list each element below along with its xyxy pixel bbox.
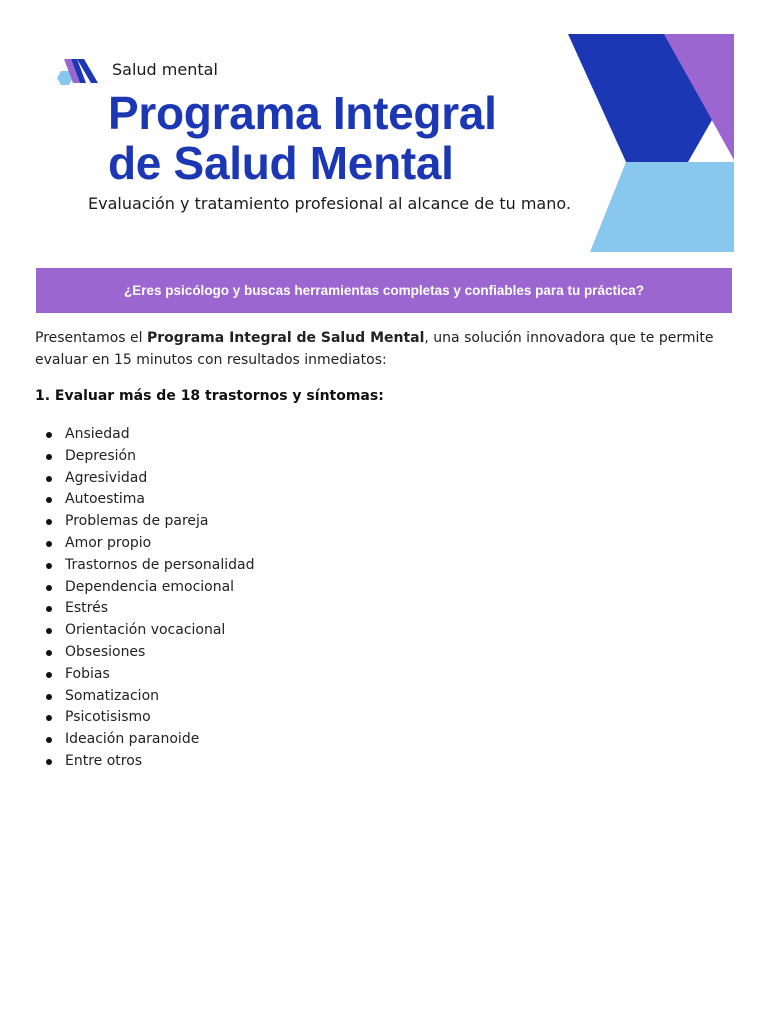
list-item: Amor propio: [35, 533, 255, 555]
brand-name: Salud mental: [112, 60, 218, 79]
list-item: Ideación paranoide: [35, 729, 255, 751]
list-item: Psicotisismo: [35, 707, 255, 729]
list-item: Dependencia emocional: [35, 577, 255, 599]
page-title-line-1: Programa Integral: [108, 87, 497, 139]
list-item: Agresividad: [35, 468, 255, 490]
brand-logo-icon: [56, 57, 100, 85]
list-item: Depresión: [35, 446, 255, 468]
decorative-shapes: [568, 34, 734, 252]
page-subtitle: Evaluación y tratamiento profesional al alcance de tu mano.: [88, 194, 571, 213]
list-item: Fobias: [35, 664, 255, 686]
list-item: Somatizacion: [35, 686, 255, 708]
question-banner: [36, 268, 732, 313]
intro-prefix: Presentamos el: [35, 330, 148, 346]
section-heading: 1. Evaluar más de 18 trastornos y síntomas:: [35, 388, 384, 404]
list-item: Autoestima: [35, 489, 255, 511]
page-title: [108, 88, 497, 188]
intro-suffix: , una solución innovadora que te permite evaluar en 15 minutos con resultados inmediatos:: [35, 330, 714, 368]
deco-light-blue-trapezoid: [590, 162, 734, 252]
intro-program-name: Programa Integral de Salud Mental: [147, 330, 425, 346]
banner-text: ¿Eres psicólogo y buscas herramientas completas y confiables para tu práctica?: [124, 283, 644, 298]
list-item: Orientación vocacional: [35, 620, 255, 642]
list-item: Problemas de pareja: [35, 511, 255, 533]
page-title-line-2: de Salud Mental: [108, 137, 454, 189]
list-item: Trastornos de personalidad: [35, 555, 255, 577]
list-item: Obsesiones: [35, 642, 255, 664]
list-item: Entre otros: [35, 751, 255, 773]
intro-paragraph: [35, 327, 735, 371]
list-item: Estrés: [35, 598, 255, 620]
list-item: Ansiedad: [35, 424, 255, 446]
disorders-list: [35, 424, 255, 773]
